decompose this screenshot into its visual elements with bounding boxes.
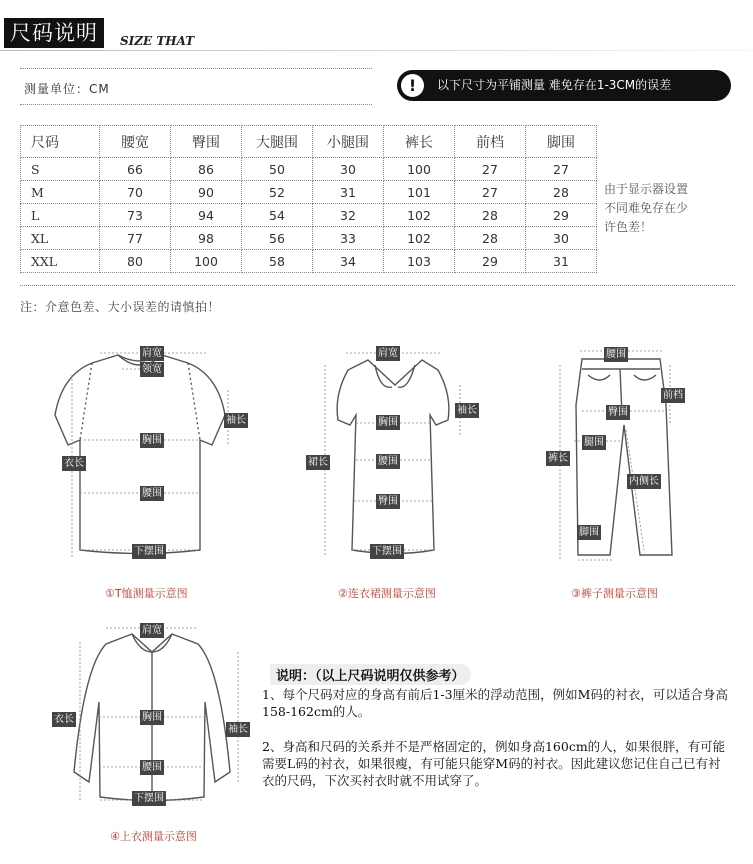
page-subtitle: SIZE THAT (120, 34, 195, 48)
table-cell: 31 (313, 181, 384, 204)
table-cell: 86 (171, 158, 242, 181)
table-cell: 27 (526, 158, 597, 181)
header-divider (0, 50, 753, 51)
size-table (20, 125, 597, 273)
header-cell: 前档 (455, 126, 526, 158)
table-cell: XL (21, 227, 100, 250)
pants-label-rise: 前档 (663, 390, 683, 401)
dress-label-chest: 胸围 (378, 417, 398, 428)
table-row (21, 181, 597, 204)
table-cell: 73 (100, 204, 171, 227)
table-row (21, 250, 597, 273)
disclaimer-line: 由于显示器设置 (604, 182, 689, 196)
tshirt-label-sleeve: 袖长 (226, 415, 246, 426)
dress-diagram (320, 345, 470, 560)
tshirt-label-hem: 下摆围 (134, 546, 164, 557)
table-cell: 101 (384, 181, 455, 204)
shirt-caption: ④上衣测量示意图 (110, 830, 197, 843)
dress-label-sleeve: 袖长 (457, 405, 477, 416)
shirt-label-length: 衣长 (54, 714, 74, 725)
pants-label-hip: 臀围 (608, 407, 628, 418)
tshirt-caption: ①T恤测量示意图 (105, 587, 188, 600)
shirt-label-chest: 胸围 (142, 712, 162, 723)
divider (20, 68, 372, 69)
footnote: 注：介意色差、大小误差的请慎拍！ (20, 300, 221, 314)
header-cell: 脚围 (526, 126, 597, 158)
table-cell: 100 (384, 158, 455, 181)
header-cell: 臀围 (171, 126, 242, 158)
table-cell: 54 (242, 204, 313, 227)
table-cell: 30 (526, 227, 597, 250)
table-cell: 70 (100, 181, 171, 204)
shirt-label-waist: 腰围 (142, 762, 162, 773)
divider (20, 285, 735, 286)
header-cell: 小腿围 (313, 126, 384, 158)
table-cell: S (21, 158, 100, 181)
dress-caption: ②连衣裙测量示意图 (338, 587, 436, 600)
notice-text: 以下尺寸为平铺测量 难免存在1-3CM的误差 (437, 78, 672, 92)
pants-label-inseam: 内侧长 (629, 476, 659, 487)
explanation-paragraph-1: 1、每个尺码对应的身高有前后1-3厘米的浮动范围，例如M码的衬衣，可以适合身高158-162cm的人。 (262, 687, 728, 719)
table-cell: 56 (242, 227, 313, 250)
table-cell: 50 (242, 158, 313, 181)
table-cell: 33 (313, 227, 384, 250)
tshirt-label-length: 衣长 (64, 458, 84, 469)
table-cell: 27 (455, 181, 526, 204)
tshirt-label-shoulder: 肩宽 (142, 348, 162, 359)
dress-label-length: 裙长 (308, 457, 328, 468)
table-cell: XXL (21, 250, 100, 273)
table-cell: 100 (171, 250, 242, 273)
dress-label-shoulder: 肩宽 (378, 348, 398, 359)
table-cell: 28 (526, 181, 597, 204)
table-cell: 66 (100, 158, 171, 181)
page-title: 尺码说明 (4, 18, 104, 48)
shirt-label-shoulder: 肩宽 (142, 625, 162, 636)
table-cell: 52 (242, 181, 313, 204)
shirt-label-hem: 下摆围 (134, 793, 164, 804)
table-row (21, 158, 597, 181)
table-cell: 90 (171, 181, 242, 204)
table-cell: 80 (100, 250, 171, 273)
explanation-paragraph-2: 2、身高和尺码的关系并不是严格固定的，例如身高160cm的人，如果很胖，有可能需要L码的衬衣，如果很瘦，有可能只能穿M码的衬衣。因此建议您记住自己已有衬衣的尺码，下次买衬衣时就不用试穿了。 (262, 739, 726, 788)
pants-caption: ③裤子测量示意图 (571, 587, 658, 600)
explanation-title: 说明：（以上尺码说明仅供参考） (270, 664, 471, 685)
disclaimer-line: 许色差！ (604, 220, 653, 234)
shirt-label-sleeve: 袖长 (228, 724, 248, 735)
table-cell: 29 (526, 204, 597, 227)
pants-label-waist: 腰围 (606, 349, 626, 360)
tshirt-diagram (60, 345, 240, 560)
table-cell: 27 (455, 158, 526, 181)
table-cell: M (21, 181, 100, 204)
table-cell: 28 (455, 204, 526, 227)
table-cell: L (21, 204, 100, 227)
dress-label-waist: 腰围 (378, 456, 398, 467)
unit-label: 测量单位：CM (24, 82, 110, 96)
table-cell: 30 (313, 158, 384, 181)
table-cell: 58 (242, 250, 313, 273)
header-cell: 腰宽 (100, 126, 171, 158)
pants-label-thigh: 腿围 (584, 437, 604, 448)
table-cell: 94 (171, 204, 242, 227)
table-cell: 98 (171, 227, 242, 250)
exclamation-icon: ! (401, 74, 424, 97)
table-row (21, 204, 597, 227)
table-cell: 34 (313, 250, 384, 273)
pants-label-foot: 脚围 (579, 527, 599, 538)
table-row (21, 227, 597, 250)
table-cell: 102 (384, 227, 455, 250)
tshirt-label-waist: 腰围 (142, 488, 162, 499)
dress-label-hip: 臀围 (378, 496, 398, 507)
disclaimer-line: 不同难免存在少 (604, 201, 689, 215)
error-notice (397, 70, 731, 101)
color-disclaimer (604, 180, 734, 237)
tshirt-label-chest: 胸围 (142, 435, 162, 446)
divider (20, 104, 372, 105)
table-cell: 28 (455, 227, 526, 250)
table-cell: 103 (384, 250, 455, 273)
table-cell: 31 (526, 250, 597, 273)
header-cell: 尺码 (21, 126, 100, 158)
table-cell: 29 (455, 250, 526, 273)
header-cell: 裤长 (384, 126, 455, 158)
table-cell: 102 (384, 204, 455, 227)
dress-label-hem: 下摆围 (372, 546, 402, 557)
table-cell: 77 (100, 227, 171, 250)
table-cell: 32 (313, 204, 384, 227)
header-cell: 大腿围 (242, 126, 313, 158)
pants-label-length: 裤长 (548, 453, 568, 464)
tshirt-label-collar: 领宽 (142, 364, 162, 375)
table-header-row (21, 126, 597, 158)
